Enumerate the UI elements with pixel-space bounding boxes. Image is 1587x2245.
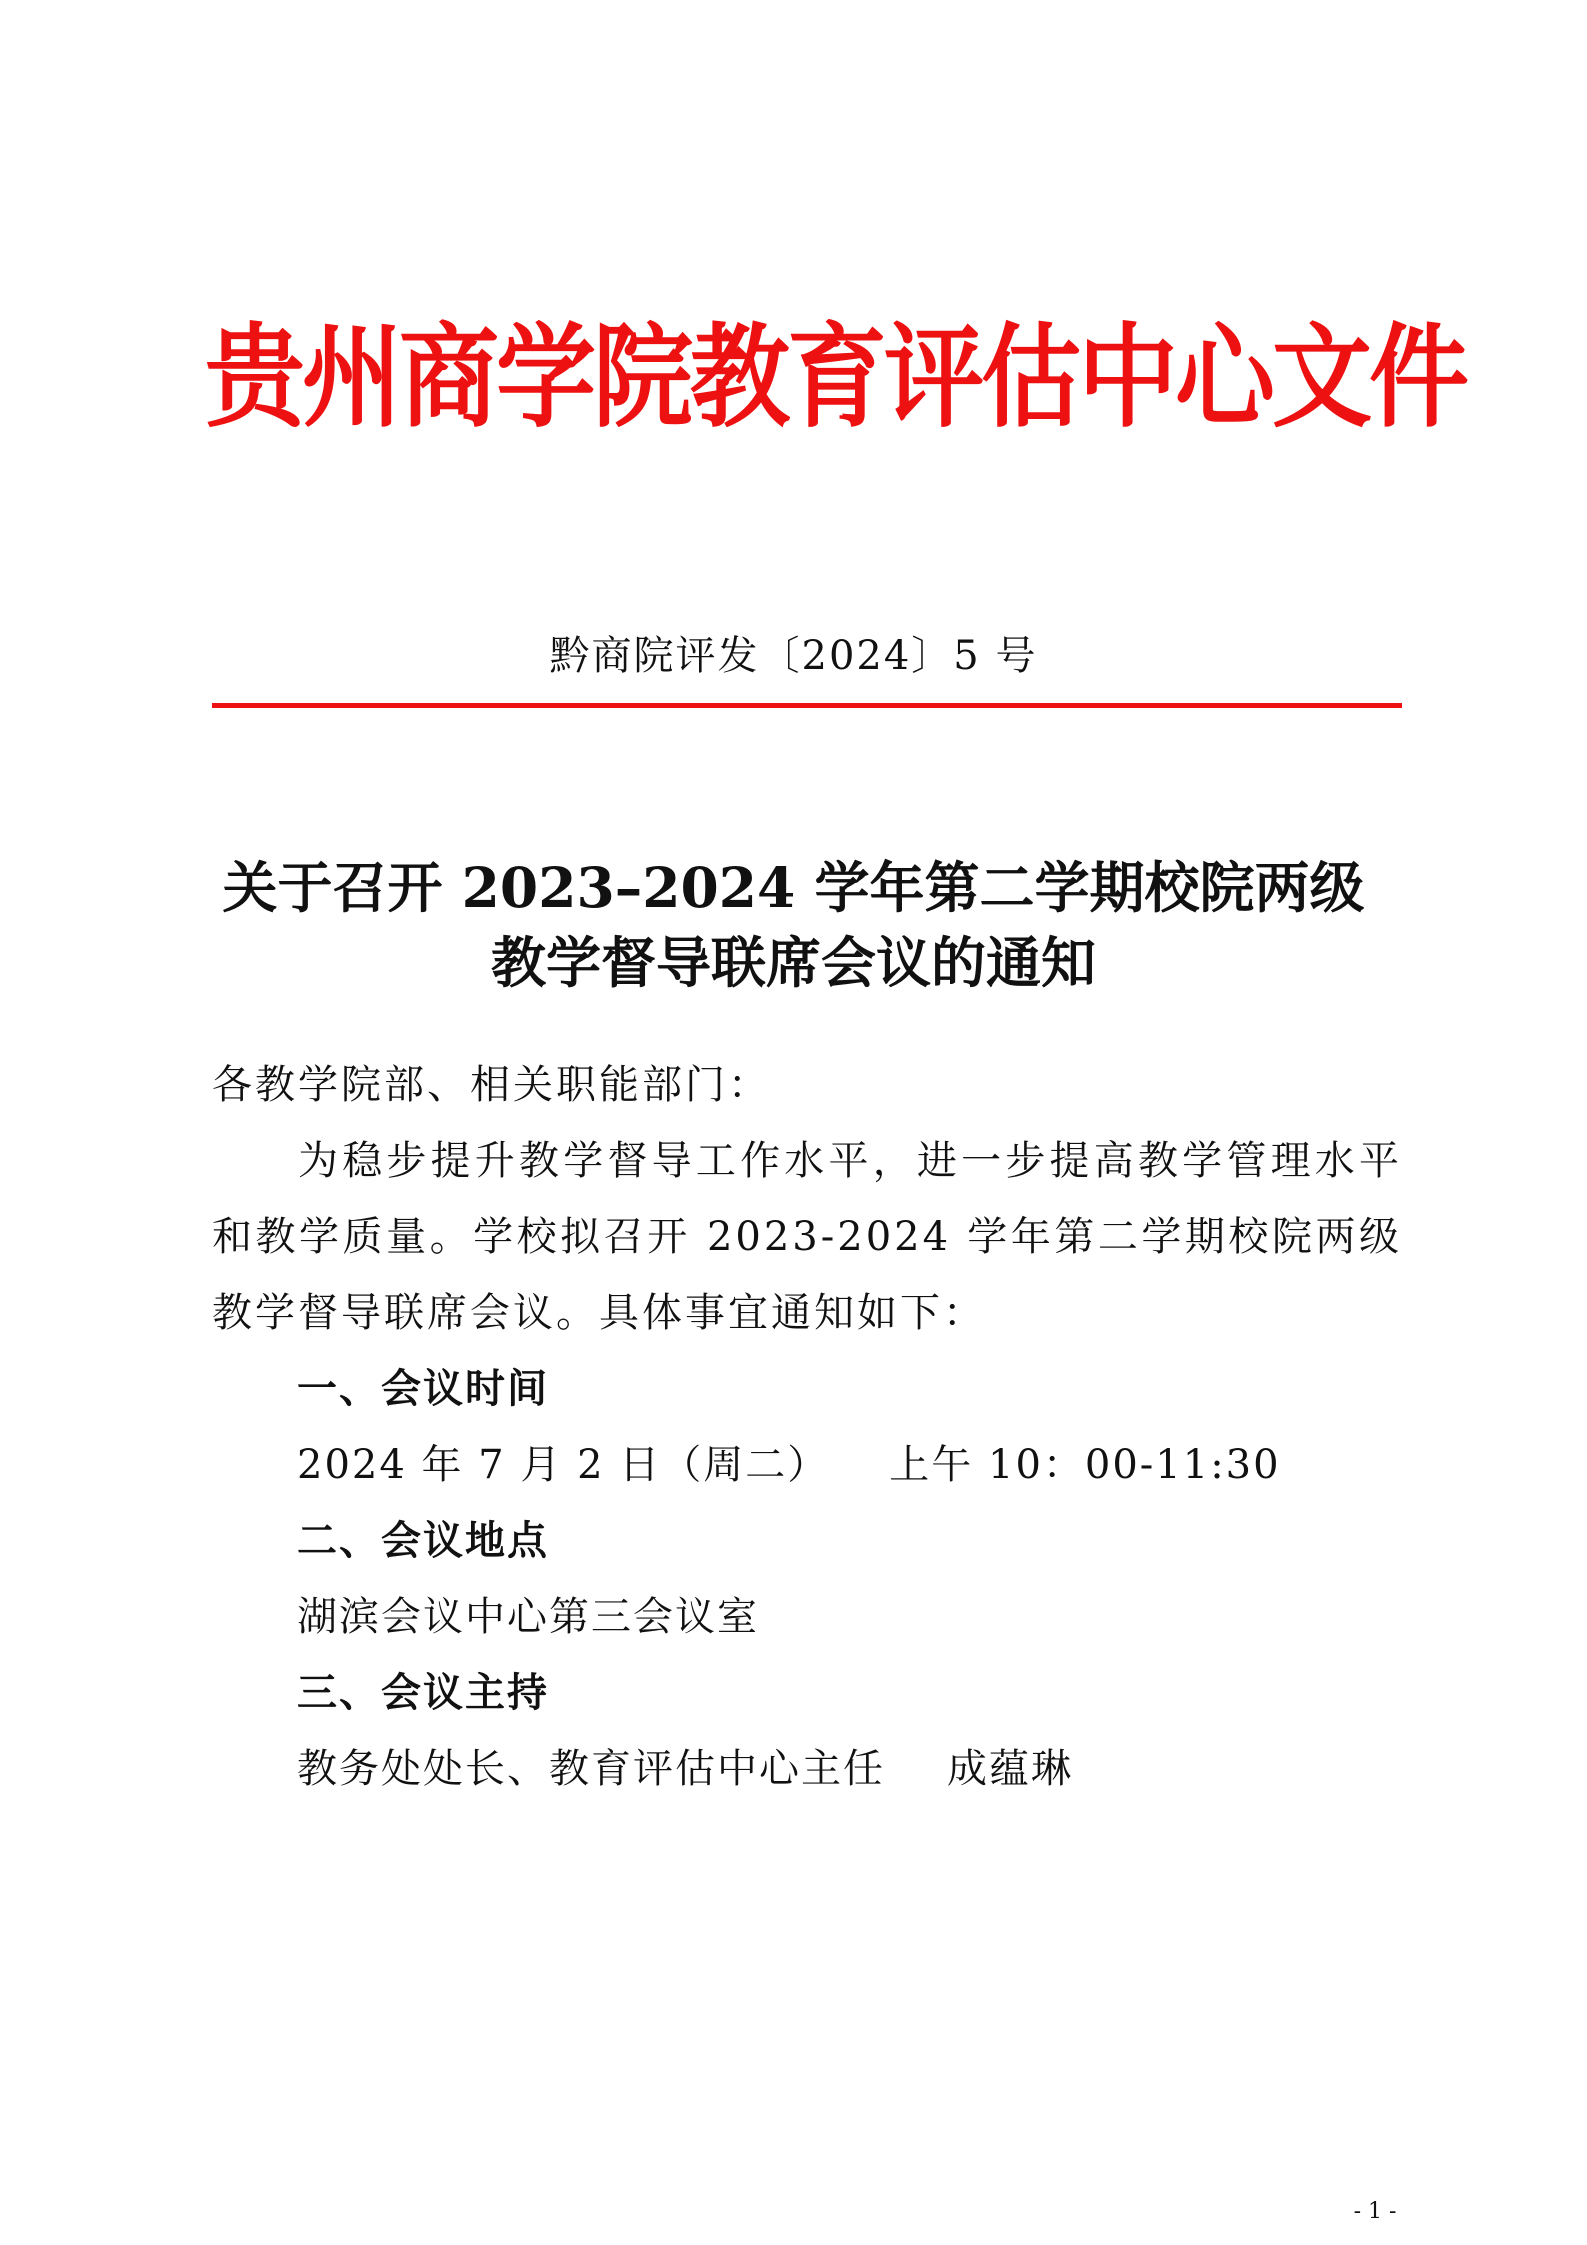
red-divider-line (212, 703, 1402, 708)
host-role: 教务处处长、教育评估中心主任 (297, 1746, 885, 1792)
document-header-title: 贵州商学院教育评估中心文件 (205, 311, 1466, 443)
meeting-date: 2024 年 7 月 2 日（周二） (297, 1442, 830, 1488)
page-number: - 1 - (1353, 2199, 1397, 2224)
section-place-value: 湖滨会议中心第三会议室 (297, 1594, 759, 1640)
document-number: 黔商院评发〔2024〕5 号 (549, 633, 1038, 679)
section-time-value (297, 1427, 1281, 1503)
host-name: 成蕴琳 (947, 1746, 1073, 1792)
notice-title-line-1: 关于召开 2023–2024 学年第二学期校院两级 (222, 855, 1365, 920)
notice-title-line-2: 教学督导联席会议的通知 (490, 930, 1096, 995)
section-host-value (297, 1731, 1073, 1807)
section-host-heading: 三、会议主持 (297, 1670, 549, 1716)
notice-title (0, 850, 1587, 1000)
meeting-clock-time: 上午 10：00-11:30 (889, 1442, 1281, 1488)
salutation: 各教学院部、相关职能部门： (212, 1062, 771, 1108)
intro-paragraph: 为稳步提升教学督导工作水平，进一步提高教学管理水平和教学质量。学校拟召开 2023-2024 学年第二学期校院两级教学督导联席会议。具体事宜通知如下： (212, 1138, 1402, 1336)
section-place-heading: 二、会议地点 (297, 1518, 549, 1564)
section-time-heading: 一、会议时间 (297, 1366, 549, 1412)
